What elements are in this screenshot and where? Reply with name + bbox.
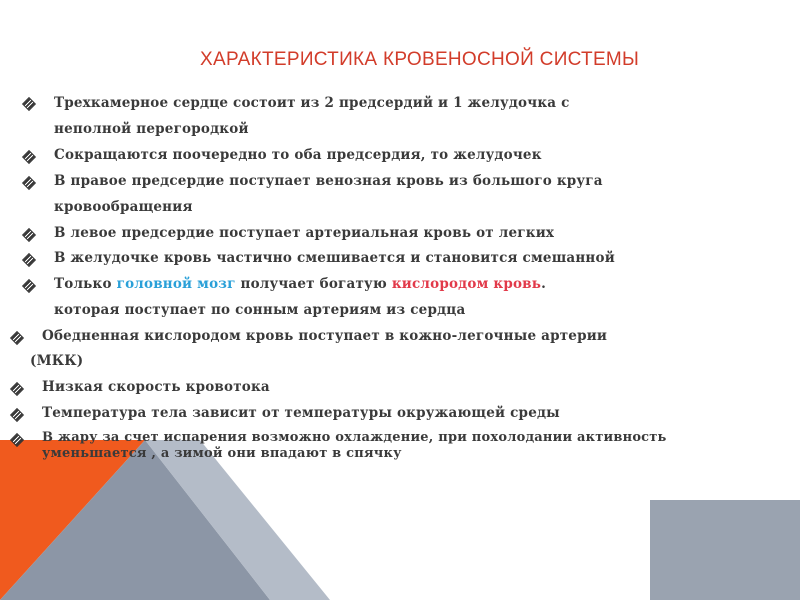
brain-line (54, 276, 546, 292)
oxygen-blood-highlight: кислородом кровь (391, 276, 542, 292)
text-line: кровообращения (54, 199, 193, 215)
text-line: В жару за счет испарения возможно охлаждение, при похолодании активность (42, 430, 667, 445)
text-line: которая поступает по сонным артериям из сердца (54, 302, 466, 318)
text-line: Температура тела зависит от температуры окружающей среды (42, 405, 560, 421)
text-line: В левое предсердие поступает артериальная кровь от легких (54, 225, 555, 241)
brain-line-suffix: . (541, 276, 547, 292)
brain-highlight: головной мозг (116, 276, 236, 292)
slide-title: ХАРАКТЕРИСТИКА КРОВЕНОСНОЙ СИСТЕМЫ (200, 49, 640, 70)
text-line: (МКК) (30, 353, 84, 369)
text-line: неполной перегородкой (54, 121, 249, 137)
text-line: Обедненная кислородом кровь поступает в кожно-легочные артерии (42, 328, 608, 344)
text-line: В желудочке кровь частично смешивается и становится смешанной (54, 250, 615, 266)
brain-line-prefix: Только (54, 276, 117, 292)
text-line: уменьшается , а зимой они впадают в спячку (42, 446, 402, 461)
brain-line-middle: получает богатую (235, 276, 392, 292)
text-line: Сокращаются поочередно то оба предсердия, то желудочек (54, 147, 542, 163)
text-line: В правое предсердие поступает венозная кровь из большого круга (54, 173, 603, 189)
text-line: Трехкамерное сердце состоит из 2 предсердий и 1 желудочка с (54, 95, 570, 111)
text-line: Низкая скорость кровотока (42, 379, 270, 395)
